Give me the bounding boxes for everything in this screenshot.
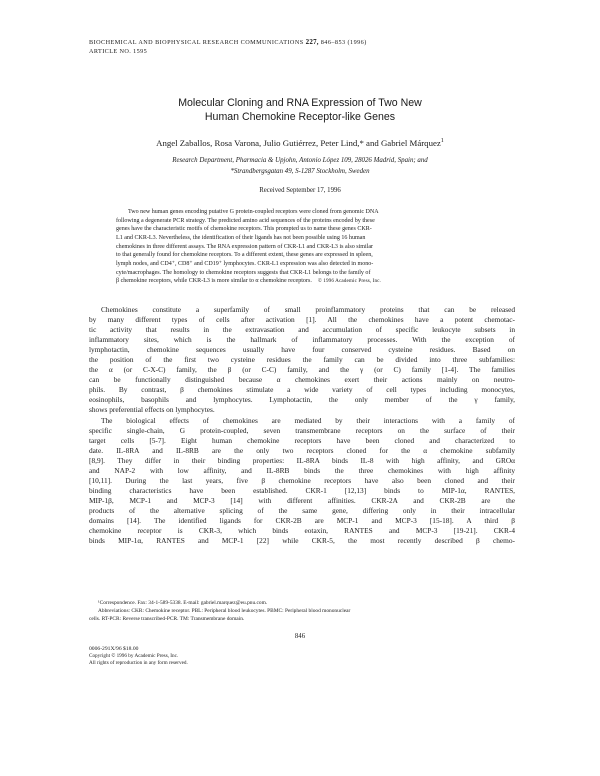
abbreviations-footnote-line-1: Abbreviations: CKR: Chemokine receptor. PBL: Peripheral blood leukocytes. PBMC: Peripheral blood mononuclear — [98, 608, 351, 615]
body-text — [89, 305, 515, 546]
journal-header — [89, 38, 367, 48]
received-date: Received September 17, 1996 — [259, 187, 341, 194]
rights-line: All rights of reproduction in any form reserved. — [89, 660, 188, 666]
abstract-line: Two new human genes encoding putative G protein-coupled receptors were cloned from genomic DNA — [128, 209, 379, 215]
journal-volume: 227, — [305, 38, 319, 46]
abstract-last-line — [116, 277, 456, 286]
abstract-line: chemokines in three different assays. The RNA expression pattern of CKR-L1 and CKR-L3 is also similar — [116, 243, 374, 250]
body-line: The biological effects of chemokines are mediated by their interactions with a family of — [101, 415, 515, 425]
body-line: and NAP-2 with low affinity, and IL-8RB binds the three chemokines with high affinity — [89, 465, 515, 475]
page-number: 846 — [294, 633, 306, 640]
body-line: target cells [5-7]. Eight human chemokine receptors have been cloned and characterized to — [89, 435, 515, 445]
body-line: date. IL-8RA and IL-8RB are the only two receptors cloned for the α chemokine subfamily — [89, 445, 515, 455]
author-list — [0, 138, 600, 148]
body-line: products of the alternative splicing of the same gene, differing only in their intracellular — [89, 505, 515, 515]
body-line: domains [14]. The identified ligands for CKR-2B are MCP-1 and MCP-3 [15-18]. A third β — [89, 515, 515, 525]
abstract-copyright: © 1996 Academic Press, Inc. — [317, 278, 381, 285]
affiliation-line-1: Research Department, Pharmacia & Upjohn, Antonio López 109, 28026 Madrid, Spain; and — [172, 157, 428, 164]
body-line: can be functionally distinguished because α chemokines exert their actions mainly on neutro- — [89, 375, 515, 385]
body-line: shows preferential effects on lymphocytes. — [89, 405, 215, 415]
publisher-notice — [89, 646, 188, 667]
body-line: binds MIP-1α, RANTES and MCP-1 [22] while CKR-5, the most recently described β chemo- — [89, 536, 515, 546]
author-footnote-mark: 1 — [440, 138, 444, 145]
abstract-line: L1 and CKR-L3. Nevertheless, the identification of their ligands has not been possible using 16 human — [116, 234, 366, 241]
affiliation-line-2: *Strandbergsgatan 49, S-1287 Stockholm, Sweden — [230, 168, 370, 175]
body-line: [8,9]. They differ in their binding properties: IL-8RA binds IL-8 with high affinity, and GROα — [89, 455, 515, 465]
body-line: eosinophils, basophils and lymphocytes. Lymphotactin, the only member of the γ family, — [89, 395, 515, 405]
abstract-line: lymph nodes, and CD4⁺, CD8⁺ and CD19⁺ lymphocytes. CKR-L1 expression was also detected in mono- — [116, 260, 374, 267]
abstract-line: cyte/macrophages. The homology to chemokine receptors suggests that CKR-L1 belongs to the family of — [116, 269, 371, 276]
body-line: MIP-1β, MCP-1 and MCP-3 [14] with different affinities. CKR-2A and CKR-2B are the — [89, 495, 515, 505]
copyright-line: Copyright © 1996 by Academic Press, Inc. — [89, 653, 179, 659]
title-line-1: Molecular Cloning and RNA Expression of Two New — [178, 97, 422, 109]
body-line: inflammatory sites, which is the hallmark of inflammatory processes. With the exception of — [89, 335, 515, 345]
body-line: binding characteristics have been established. CKR-1 [12,13] binds to MIP-1α, RANTES, — [89, 485, 515, 495]
paper-title — [0, 96, 600, 124]
issn-price: 0006-291X/96 $18.00 — [89, 646, 139, 652]
abstract-line: genes have the characteristic motifs of chemokine receptors. This prompted us to name these genes CKR- — [116, 226, 372, 233]
affiliations — [0, 155, 600, 177]
journal-name: BIOCHEMICAL AND BIOPHYSICAL RESEARCH COMMUNICATIONS — [89, 39, 304, 46]
body-line: the α (or C-X-C) family, the β (or C-C) family, and the γ (or C) family [1-4]. The families — [89, 365, 515, 375]
article-number: ARTICLE NO. 1595 — [89, 48, 148, 55]
body-line: Chemokines constitute a superfamily of small proinflammatory proteins that can be released — [101, 305, 515, 314]
body-line: tic activity that results in the extravasation and accumulation of specific leukocyte subsets in — [89, 325, 515, 335]
abstract-line: β chemokine receptors, while CKR-L3 is more similar to α chemokine receptors. — [116, 278, 312, 285]
body-line: lymphotactin, chemokine sequences usually have four conserved cysteine residues. Based on — [89, 345, 515, 355]
correspondence-footnote: ¹Correspondence. Fax: 34-1-589-5338. E-mail: gabriel.marquez@eu.pnu.com. — [98, 600, 268, 606]
abstract-line: following a degenerate PCR strategy. The predicted amino acid sequences of the proteins encoded by these — [116, 217, 375, 224]
body-line: the position of the first two cysteine residues the family can be divided into three subfamilies: — [89, 355, 515, 365]
footnotes — [89, 599, 515, 624]
abstract-line: to that generally found for chemokine receptors. To a different extent, these genes are expressed in spleen, — [116, 252, 373, 259]
body-line: by many different types of cells after activation [1]. All the chemokines have a potent chemotac- — [89, 315, 515, 325]
abbreviations-footnote-line-2: cells. RT-PCR: Reverse transcribed-PCR. TM: Transmembrane domain. — [89, 616, 245, 623]
body-line: specific single-chain, G protein-coupled, seven transmembrane receptors on the surface of their — [89, 425, 515, 435]
title-line-2: Human Chemokine Receptor-like Genes — [204, 111, 396, 123]
abstract — [116, 208, 456, 286]
body-line: chemokine receptor is CKR-3, which binds eotaxin, RANTES and MCP-3 [19-21]. CKR-4 — [89, 526, 515, 536]
body-line: [10,11]. During the last years, five β chemokine receptors have also been cloned and their — [89, 475, 515, 485]
body-line: phils. By contrast, β chemokines stimulate a wide variety of cell types including monocytes, — [89, 385, 515, 395]
authors-text: Angel Zaballos, Rosa Varona, Julio Gutiérrez, Peter Lind,* and Gabriel Márquez — [156, 138, 441, 148]
journal-pages-year: 846–853 (1996) — [320, 39, 367, 46]
